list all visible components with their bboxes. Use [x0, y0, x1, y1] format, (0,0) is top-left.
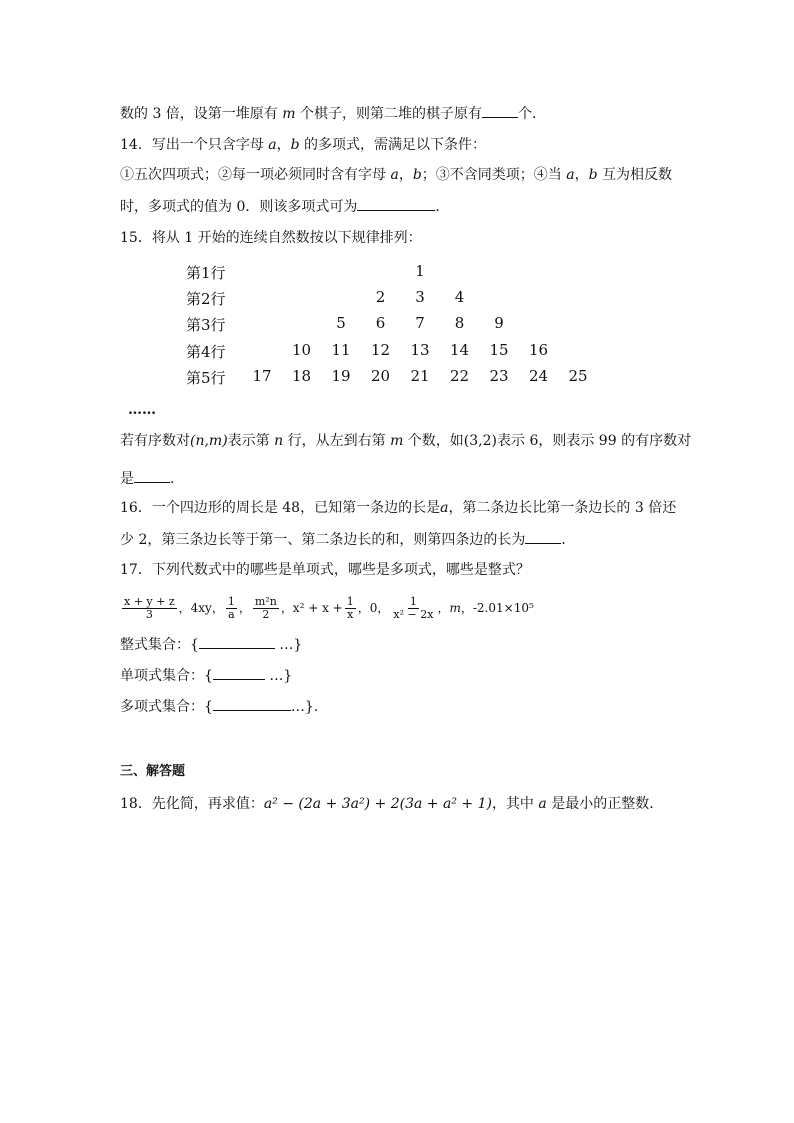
expr-0: 0 — [369, 601, 378, 615]
sep: ， — [377, 601, 390, 615]
frac1-den: 3 — [145, 607, 153, 621]
q16-l1-pre: 16．一个四边形的周长是 48，已知第一条边的长是 — [120, 500, 441, 516]
q13-text-3: 个． — [518, 106, 546, 122]
q15-intro: 15．将从 1 开始的连续自然数按以下规律排列： — [120, 230, 422, 246]
q16-line-1 — [120, 498, 676, 518]
set-tail: …} — [264, 668, 293, 684]
q13-var-m: m — [282, 106, 296, 122]
q18-post: 是最小的正整数． — [546, 796, 664, 812]
q15-ellipsis: …… — [128, 402, 156, 418]
q13-text-1: 数的 3 倍，设第一堆原有 — [120, 106, 283, 122]
q14-l2-t3: 互为相反数 — [597, 167, 673, 183]
q14-var-b: b — [290, 137, 300, 153]
triangle-number: 1 — [415, 262, 425, 280]
sep: ， — [280, 601, 293, 615]
triangle-number: 15 — [489, 341, 509, 359]
set-tail: …}. — [290, 699, 319, 715]
triangle-number: 13 — [410, 341, 430, 359]
frac7-den: x² − 2x — [393, 607, 434, 621]
triangle-number: 12 — [370, 341, 391, 359]
triangle-number: 3 — [415, 288, 425, 306]
q18 — [120, 794, 663, 814]
q15-var-m: m — [390, 433, 404, 449]
triangle-row — [0, 314, 794, 338]
q18-mid: ，其中 — [491, 796, 539, 812]
sep: ， — [238, 601, 251, 615]
set-polynomial — [120, 696, 318, 717]
q16-line-2 — [120, 529, 575, 550]
q14-l1-post: 的多项式，需满足以下条件： — [299, 137, 487, 153]
q13-tail — [120, 103, 546, 124]
expr-5: x² + x + — [292, 601, 343, 615]
q14-l2-var-b2: b — [588, 167, 598, 183]
q16-var-a: a — [440, 500, 449, 516]
q15-pair: (n,m) — [190, 433, 228, 449]
q14-line-1 — [120, 135, 486, 155]
q14-l2-var-a: a — [390, 167, 399, 183]
row-label: 第1行 — [186, 264, 226, 282]
expr-m: m — [449, 601, 461, 615]
sep: ， — [211, 601, 224, 615]
q14-l2-t2: ；③不含同类项；④当 — [421, 167, 567, 183]
q15-l2-pre: 是 — [120, 471, 134, 487]
triangle-number: 17 — [252, 367, 272, 385]
q15-l2-post: ． — [170, 471, 184, 487]
triangle-row — [0, 288, 794, 312]
triangle-number: 2 — [375, 288, 386, 306]
sep: ， — [178, 601, 191, 615]
q17-expression-list — [120, 590, 534, 626]
q14-l2-var-a2: a — [566, 167, 575, 183]
frac4-den: 2 — [262, 607, 270, 621]
frac1-num: x + y + z — [124, 594, 175, 608]
fraction-1 — [122, 596, 177, 621]
monomial-set-blank[interactable] — [213, 665, 265, 680]
q18-var-a: a — [538, 796, 547, 812]
frac7-num: 1 — [409, 594, 417, 608]
triangle-number: 9 — [494, 314, 504, 332]
frac4-num: m²n — [254, 594, 277, 608]
polynomial-set-blank[interactable] — [213, 696, 291, 711]
fraction-4 — [253, 596, 279, 621]
q15-line-1 — [120, 431, 691, 451]
set-tail: …} — [274, 637, 303, 653]
triangle-number: 21 — [410, 367, 430, 385]
q14-l2-t1: ①五次四项式；②每一项必须同时含有字母 — [120, 167, 391, 183]
q15-t5: 表示 6，则表示 99 的有序数对 — [497, 433, 692, 449]
fraction-3 — [226, 596, 237, 621]
triangle-number: 6 — [375, 314, 386, 332]
triangle-number: 5 — [336, 314, 346, 332]
q14-l2-sep: ， — [398, 167, 413, 183]
q13-text-2: 个棋子，则第二堆的棋子原有 — [295, 106, 482, 122]
q17-intro: 17．下列代数式中的哪些是单项式，哪些是多项式，哪些是整式？ — [120, 562, 530, 578]
triangle-number: 22 — [449, 367, 470, 385]
q14-line-2 — [120, 165, 672, 185]
q14-var-a: a — [268, 137, 277, 153]
q14-l1-text: 14．写出一个只含字母 — [120, 137, 269, 153]
q14-l3-text: 时，多项式的值为 0．则该多项式可为 — [120, 199, 358, 215]
q14-l2-var-b: b — [412, 167, 422, 183]
frac3-den: a — [228, 607, 235, 621]
set-label-monomial: 单项式集合：{ — [120, 668, 213, 684]
triangle-number: 23 — [489, 367, 509, 385]
set-label-integral: 整式集合：{ — [120, 637, 199, 653]
sep: ， — [357, 601, 370, 615]
q18-expression: a² − (2a + 3a²) + 2(3a + a² + 1) — [263, 796, 492, 812]
triangle-number: 14 — [449, 341, 470, 359]
q15-line-2 — [120, 468, 184, 489]
row-label: 第4行 — [186, 343, 226, 361]
q15-answer-blank[interactable] — [134, 468, 170, 483]
expr-4xy: 4xy — [190, 601, 212, 615]
q14-l2-sep2: ， — [574, 167, 589, 183]
fraction-7 — [391, 596, 435, 621]
triangle-number: 11 — [331, 341, 351, 359]
q14-sep: ， — [276, 137, 291, 153]
q14-l3-post: ． — [435, 199, 450, 215]
sep: ， — [460, 601, 473, 615]
set-label-polynomial: 多项式集合：{ — [120, 699, 213, 715]
q18-pre: 18．先化简，再求值： — [120, 796, 264, 812]
frac5-num: 1 — [346, 594, 354, 608]
triangle-number: 8 — [454, 314, 465, 332]
triangle-number: 25 — [568, 367, 588, 385]
triangle-number: 7 — [415, 314, 425, 332]
triangle-row — [0, 341, 794, 365]
set-integral — [120, 634, 302, 655]
row-label: 第3行 — [186, 316, 226, 334]
expr-sci: -2.01×10⁵ — [472, 601, 534, 615]
q14-line-3 — [120, 196, 449, 217]
triangle-row — [0, 262, 794, 286]
q16-l1-post: ，第二条边长比第一条边长的 3 倍还 — [448, 500, 677, 516]
q15-t1: 若有序数对 — [120, 433, 190, 449]
q13-answer-blank[interactable] — [482, 103, 518, 118]
triangle-number: 10 — [291, 341, 312, 359]
q16-l2-post: ． — [561, 532, 576, 548]
triangle-number: 20 — [370, 367, 391, 385]
q15-var-n: n — [274, 433, 284, 449]
triangle-number: 18 — [291, 367, 312, 385]
q15-example-pair: (3,2) — [463, 433, 497, 449]
row-label: 第2行 — [186, 290, 226, 308]
q15-t4: 个数，如 — [403, 433, 464, 449]
frac5-den: x — [347, 607, 354, 621]
row-label: 第5行 — [186, 369, 226, 387]
q15-t3: 行，从左到右第 — [283, 433, 391, 449]
triangle-number: 4 — [454, 288, 465, 306]
fraction-5 — [345, 596, 356, 621]
triangle-row — [0, 367, 794, 391]
set-monomial — [120, 665, 292, 686]
triangle-number: 24 — [528, 367, 549, 385]
triangle-number: 19 — [331, 367, 351, 385]
frac3-num: 1 — [227, 594, 235, 608]
integral-set-blank[interactable] — [199, 634, 275, 649]
q14-answer-blank[interactable] — [357, 196, 435, 211]
q16-l2-pre: 少 2，第三条边长等于第一、第二条边长的和，则第四条边的长为 — [120, 532, 526, 548]
sep: ， — [437, 601, 450, 615]
section-title: 三、解答题 — [120, 764, 186, 779]
q16-answer-blank[interactable] — [525, 529, 561, 544]
triangle-number: 16 — [528, 341, 549, 359]
q15-t2: 表示第 — [227, 433, 275, 449]
